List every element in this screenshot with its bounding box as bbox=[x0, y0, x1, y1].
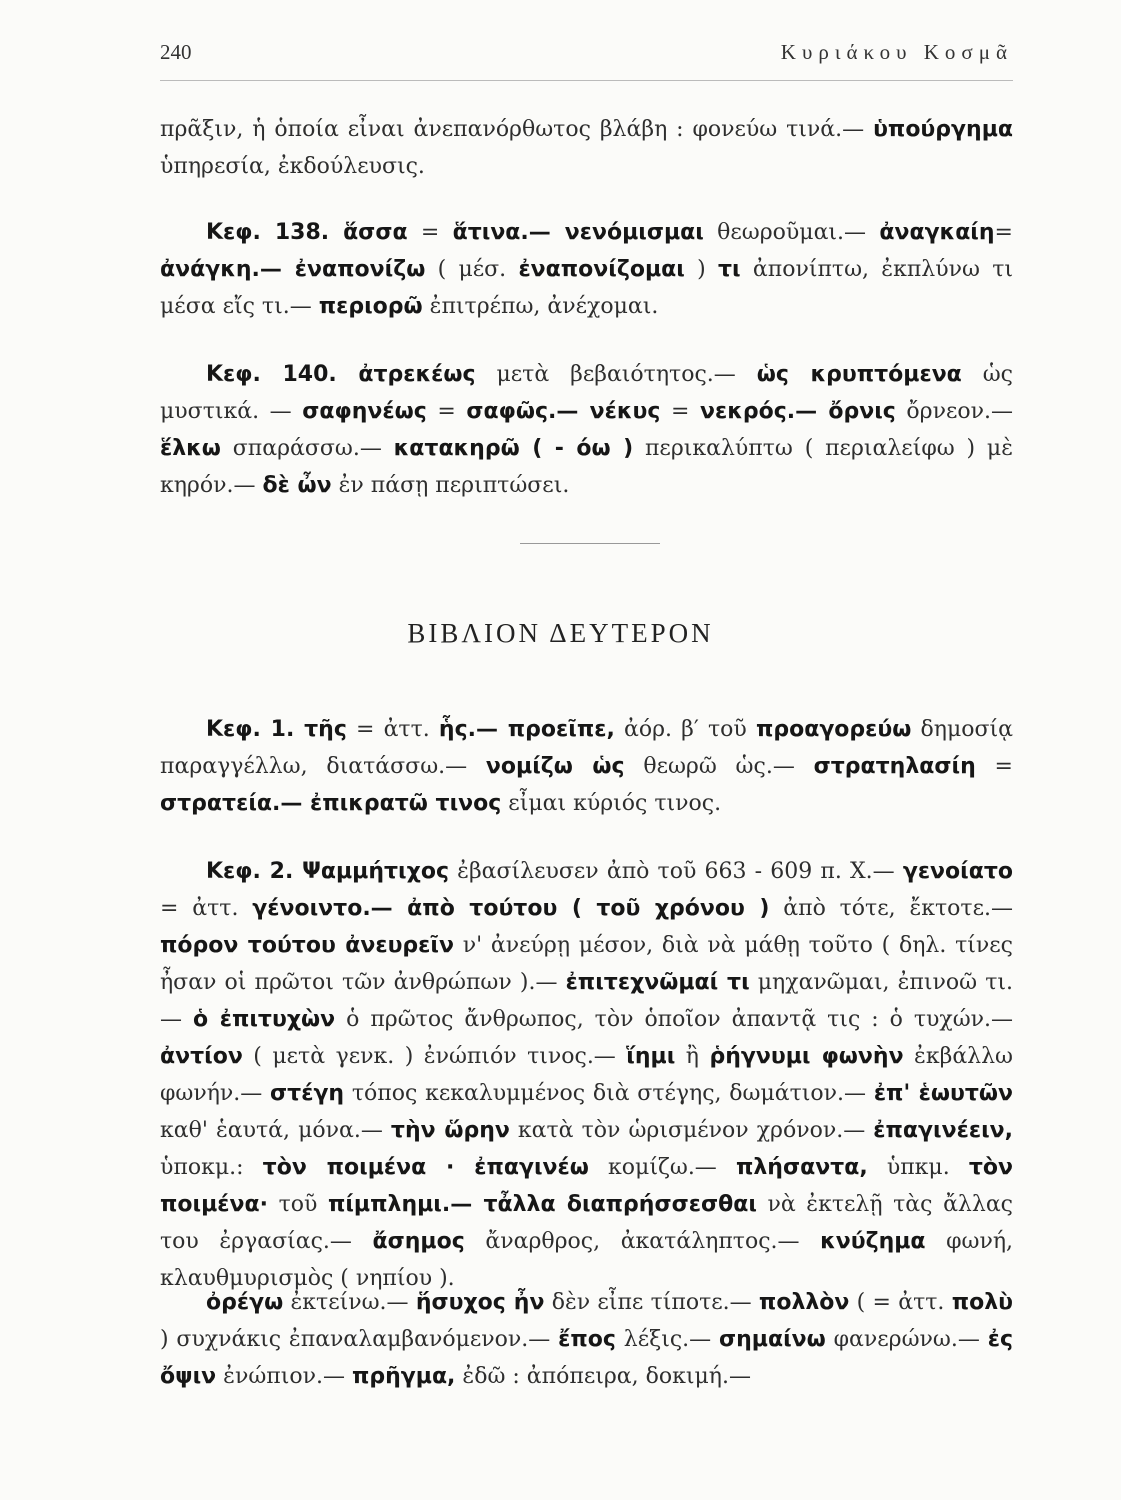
gloss: ἐπιτρέπω, ἀνέχομαι. bbox=[422, 294, 659, 319]
headword: σημαίνω bbox=[719, 1327, 826, 1352]
headword: προαγορεύω bbox=[755, 717, 912, 742]
headword: Κεφ. 2. Ψαμμήτιχος bbox=[206, 859, 449, 884]
headword: σαφῶς.— νέκυς bbox=[466, 399, 661, 424]
headword: ἐπιτεχνῶμαί τι bbox=[565, 970, 750, 995]
gloss: σπαράσσω.— bbox=[220, 436, 394, 461]
gloss: ( = ἀττ. bbox=[849, 1290, 952, 1315]
gloss: = bbox=[975, 754, 1013, 779]
gloss: ἢ bbox=[675, 1044, 710, 1069]
headword: ἐπαγινέειν, bbox=[873, 1118, 1013, 1143]
gloss: μετὰ βεβαιότητος.— bbox=[475, 362, 757, 387]
paragraph-continuation bbox=[160, 111, 1013, 185]
gloss: κομίζω.— bbox=[588, 1155, 736, 1180]
headword: ἕλκω bbox=[160, 436, 221, 461]
gloss: ὑπηρεσία, ἐκδούλευσις. bbox=[160, 154, 425, 179]
gloss: θεωρῶ ὡς.— bbox=[624, 754, 814, 779]
gloss: λέξις.— bbox=[615, 1327, 720, 1352]
headword: κατακηρῶ ( - όω ) bbox=[393, 436, 634, 461]
gloss: κατὰ τὸν ὡρισμένον χρόνον.— bbox=[509, 1118, 874, 1143]
gloss: = bbox=[660, 399, 700, 424]
headword: πλήσαντα, bbox=[735, 1155, 868, 1180]
gloss: μηχανῶμαι, ἐπινοῶ τι.— bbox=[160, 970, 1013, 1032]
headword: νεκρός.— ὄρνις bbox=[700, 399, 896, 424]
headword: στέγη bbox=[270, 1081, 345, 1106]
paragraph-ch2 bbox=[160, 853, 1013, 1297]
headword: τι bbox=[717, 257, 741, 282]
gloss: = ἀττ. bbox=[160, 896, 253, 921]
paragraph-oregw bbox=[160, 1284, 1013, 1395]
paragraph-ch140 bbox=[160, 356, 1013, 504]
headword: ἔπος bbox=[558, 1327, 616, 1352]
headword: πολὺ bbox=[951, 1290, 1014, 1315]
headword: κνύζημα bbox=[820, 1229, 926, 1254]
gloss: περικαλύπτω ( περιαλείφω ) μὲ κηρόν.— bbox=[160, 436, 1014, 498]
gloss: ὁ πρῶτος ἄνθρωπος, τὸν ὁποῖον ἀπαντᾷ τις : ὁ τυχών.— bbox=[335, 1007, 1013, 1032]
headword: Κεφ. 138. ἅσσα bbox=[206, 220, 408, 245]
headword: τὴν ὥρην bbox=[390, 1118, 510, 1143]
gloss: ) συχνάκις ἐπαναλαμβανόμενον.— bbox=[160, 1327, 559, 1352]
headword: ἀντίον bbox=[160, 1044, 243, 1069]
headword: ἄσημος bbox=[372, 1229, 465, 1254]
headword: ἐπ' ἑωυτῶν bbox=[873, 1081, 1013, 1106]
headword: τὸν ποιμένα· bbox=[160, 1155, 1013, 1217]
headword: ἥσυχος ἦν bbox=[415, 1290, 545, 1315]
headword: ὁ ἐπιτυχὼν bbox=[192, 1007, 336, 1032]
gloss: ὡς μυστικά. — bbox=[160, 362, 1013, 424]
gloss: θεωροῦμαι.— bbox=[703, 220, 880, 245]
headword: πρῆγμα, bbox=[351, 1364, 456, 1389]
book-title: ΒΙΒΛΙΟΝ ΔΕΥΤΕΡΟΝ bbox=[407, 618, 714, 648]
headword: στρατηλασίη bbox=[813, 754, 976, 779]
gloss: δημοσίᾳ παραγγέλλω, διατάσσω.— bbox=[160, 717, 1013, 779]
headword: ἀναγκαίη bbox=[879, 220, 995, 245]
paragraph-ch1 bbox=[160, 711, 1013, 822]
headword: ἐναπονίζομαι bbox=[518, 257, 685, 282]
gloss: ν' ἀνεύρῃ μέσον, διὰ νὰ μάθῃ τοῦτο ( δηλ. τίνες ἦσαν οἱ πρῶτοι τῶν ἀνθρώπων ).— bbox=[160, 933, 1013, 995]
gloss: ἐκτείνω.— bbox=[283, 1290, 416, 1315]
gloss: ἀπονίπτω, ἐκπλύνω τι μέσα εἴς τι.— bbox=[160, 257, 1013, 319]
gloss: ἀόρ. β′ τοῦ bbox=[614, 717, 756, 742]
gloss: ὄρνεον.— bbox=[895, 399, 1013, 424]
headword: γενοίατο bbox=[902, 859, 1013, 884]
headword: Κεφ. 1. τῆς bbox=[206, 717, 347, 742]
headword: ἐς ὄψιν bbox=[160, 1327, 1013, 1389]
gloss: ἐνώπιον.— bbox=[216, 1364, 352, 1389]
headword: τὸν ποιμένα · ἐπαγινέω bbox=[262, 1155, 589, 1180]
headword: νομίζω ὡς bbox=[485, 754, 625, 779]
headword: ῥήγνυμι φωνὴν bbox=[709, 1044, 904, 1069]
gloss: νὰ ἐκτελῇ τὰς ἄλλας του ἐργασίας.— bbox=[160, 1192, 1013, 1254]
gloss: τοῦ bbox=[267, 1192, 328, 1217]
headword: περιορῶ bbox=[318, 294, 423, 319]
headword: γένοιντο.— ἀπὸ τούτου ( τοῦ χρόνου ) bbox=[252, 896, 770, 921]
headword: ἵημι bbox=[626, 1044, 676, 1069]
gloss: ὑποκμ.: bbox=[160, 1155, 263, 1180]
headword: πόρον τούτου ἀνευρεῖν bbox=[160, 933, 454, 958]
headword: ὀρέγω bbox=[206, 1290, 284, 1315]
gloss: ( μετὰ γενκ. ) ἐνώπιόν τινος.— bbox=[242, 1044, 627, 1069]
headword: πολλὸν bbox=[758, 1290, 850, 1315]
gloss: = ἀττ. bbox=[346, 717, 439, 742]
running-header bbox=[160, 40, 1013, 81]
headword: ἅτινα.— νενόμισμαι bbox=[452, 220, 704, 245]
page-number: 240 bbox=[160, 40, 192, 64]
gloss: δὲν εἶπε τίποτε.— bbox=[544, 1290, 759, 1315]
headword: πίμπλημι.— τἆλλα διαπρήσσεσθαι bbox=[327, 1192, 757, 1217]
gloss: ) bbox=[684, 257, 718, 282]
gloss: = bbox=[426, 399, 467, 424]
gloss: εἶμαι κύριός τινος. bbox=[501, 791, 722, 816]
gloss: φανερώνω.— bbox=[825, 1327, 988, 1352]
gloss: φωνή, κλαυθμυρισμὸς ( νηπίου ). bbox=[160, 1229, 1014, 1291]
headword: ὑπούργημα bbox=[873, 117, 1013, 142]
headword: σαφηνέως bbox=[302, 399, 427, 424]
headword: ἀνάγκη.— ἐναπονίζω bbox=[160, 257, 426, 282]
gloss: τόπος κεκαλυμμένος διὰ στέγης, δωμάτιον.— bbox=[344, 1081, 874, 1106]
headword: στρατεία.— ἐπικρατῶ τινος bbox=[160, 791, 502, 816]
gloss: ἄναρθρος, ἀκατάληπτος.— bbox=[464, 1229, 821, 1254]
gloss: ἀπὸ τότε, ἔκτοτε.— bbox=[769, 896, 1013, 921]
gloss: ἐν πάσῃ περιπτώσει. bbox=[331, 473, 570, 498]
headword: Κεφ. 140. ἀτρεκέως bbox=[206, 362, 476, 387]
gloss: = bbox=[994, 220, 1013, 245]
headword: ἧς.— προεῖπε, bbox=[438, 717, 615, 742]
gloss: ( μέσ. bbox=[425, 257, 519, 282]
paragraph-ch138 bbox=[160, 214, 1013, 325]
gloss: ἐκβάλλω φωνήν.— bbox=[160, 1044, 1014, 1106]
headword: δὲ ὦν bbox=[262, 473, 332, 498]
gloss: ἐβασίλευσεν ἀπὸ τοῦ 663 - 609 π. Χ.— bbox=[448, 859, 903, 884]
headword: ὡς κρυπτόμενα bbox=[756, 362, 962, 387]
gloss: ὑπκμ. bbox=[867, 1155, 969, 1180]
gloss: = bbox=[407, 220, 453, 245]
gloss: πρᾶξιν, ἡ ὁποία εἶναι ἀνεπανόρθωτος βλάβη : φονεύω τινά.— bbox=[160, 117, 874, 142]
running-title: Κυριάκου Κοσμᾶ bbox=[780, 40, 1013, 64]
section-divider bbox=[520, 543, 660, 544]
gloss: ἐδῶ : ἀπόπειρα, δοκιμή.— bbox=[455, 1364, 751, 1389]
gloss: καθ' ἑαυτά, μόνα.— bbox=[160, 1118, 391, 1143]
